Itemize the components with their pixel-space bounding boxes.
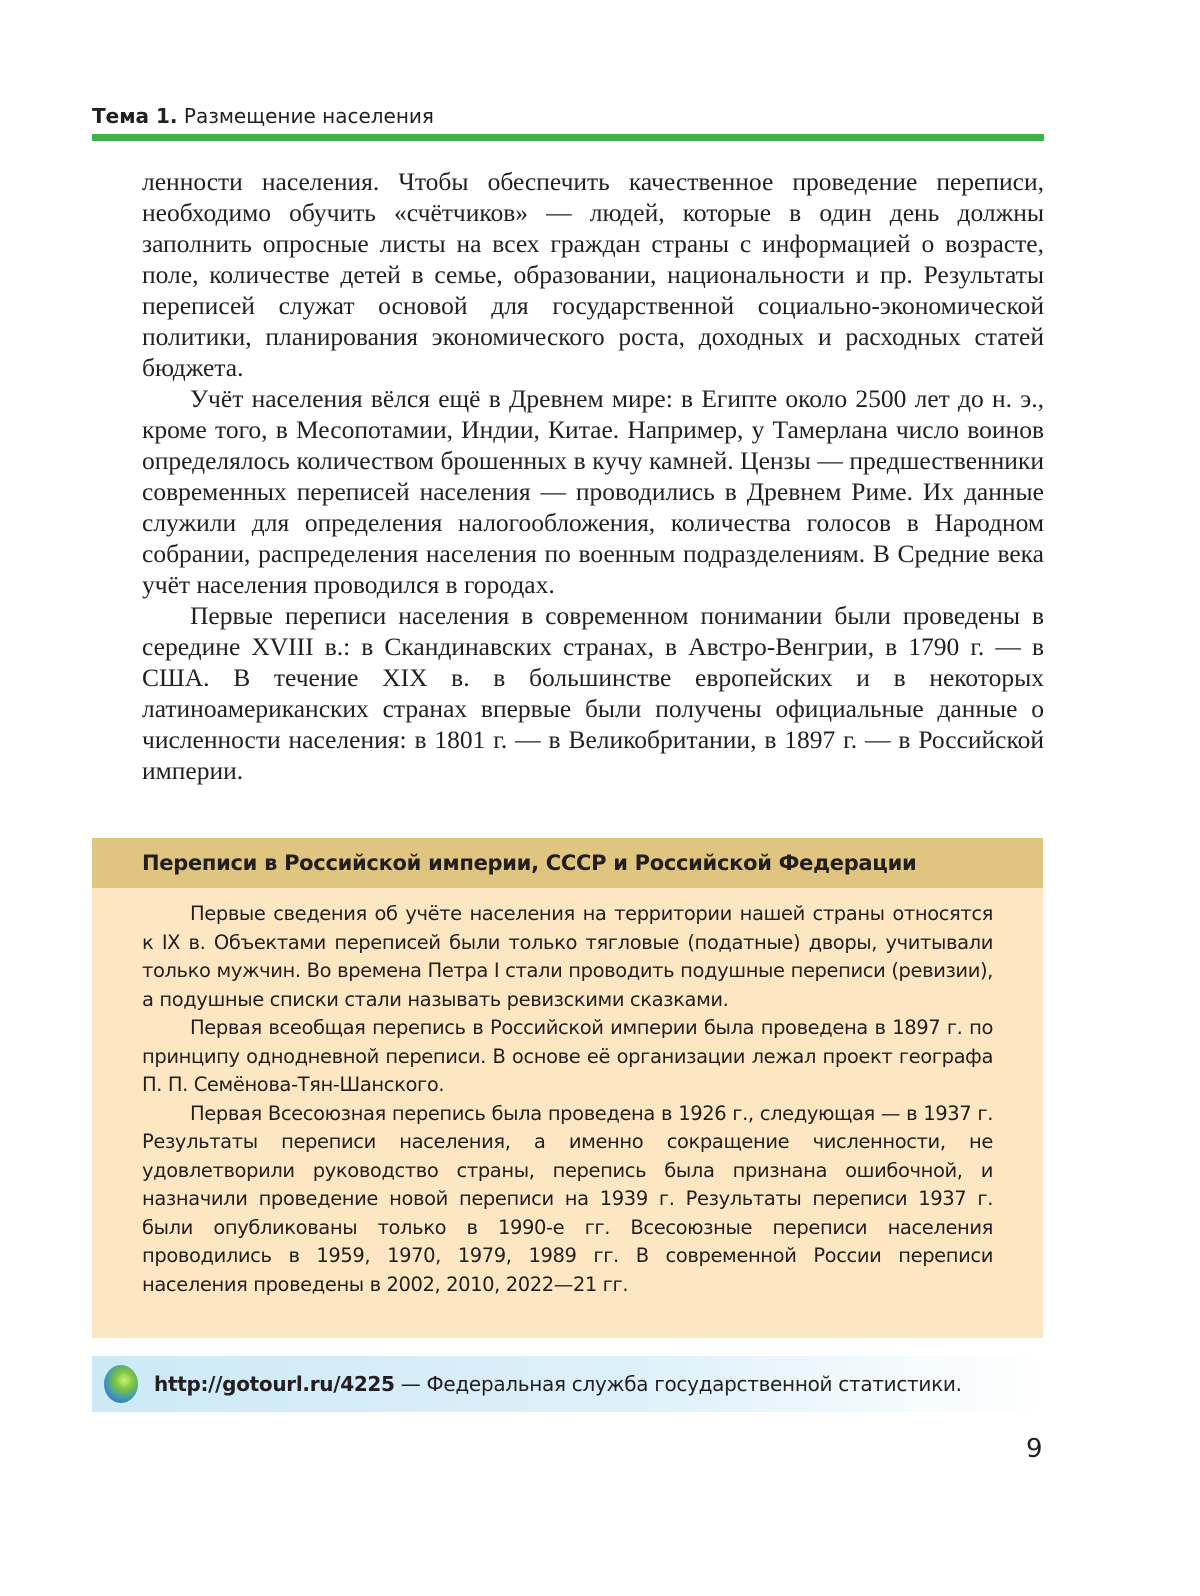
info-paragraph: Первая всеобщая перепись в Российской империи была проведена в 1897 г. по принципу однодневной переписи. В основе её организации лежал проект географа П. П. Семёнова-Тян-Шанского. [142, 1016, 993, 1096]
topic-title: Размещение населения [183, 104, 434, 128]
paragraph: Учёт населения вёлся ещё в Древнем мире: в Египте около 2500 лет до н. э., кроме того, в Месопотамии, Индии, Китае. Например, у Тамерлана число воинов определялось количеством брошенных в кучу камней. Цензы — предшественники современных переписей населения — проводились в Древнем Риме. Их данные служили для определения налогообложения, количества голосов в Народном собрании, распределения населения по военным подразделениям. В Средние века учёт населения проводился в городах. [142, 384, 1044, 599]
info-box-title: Переписи в Российской империи, СССР и Российской Федерации [92, 838, 1043, 888]
info-box-body [92, 888, 1043, 1299]
globe-icon [104, 1365, 138, 1403]
page-number: 9 [1026, 1434, 1043, 1464]
paragraph: Первые переписи населения в современном понимании были проведены в середине XVIII в.: в Скандинавских странах, в Австро-Венгрии, в 1790 г. — в США. В течение XIX в. в большинстве европейских и в некоторых латиноамериканских странах впервые были получены официальные данные о численности населения: в 1801 г. — в Великобритании, в 1897 г. — в Российской империи. [142, 601, 1044, 785]
running-header [92, 104, 1044, 128]
header-rule [92, 134, 1044, 141]
topic-number: Тема 1. [92, 104, 178, 128]
web-resource-bar [92, 1356, 1044, 1412]
paragraph: ленности населения. Чтобы обеспечить качественное проведение переписи, необходимо обучить «счётчиков» — людей, которые в один день должны заполнить опросные листы на всех граждан страны с информацией о возрасте, поле, количестве детей в семье, образовании, национальности и пр. Результаты переписей служат основой для государственной социально-экономической политики, планирования экономического роста, доходных и расходных статей бюджета. [142, 167, 1044, 382]
resource-description: — Федеральная служба государственной статистики. [394, 1372, 962, 1396]
info-paragraph: Первые сведения об учёте населения на территории нашей страны относятся к IX в. Объектами переписей были только тягловые (податные) дворы, учитывали только мужчин. Во времена Петра I стали проводить подушные переписи (ревизии), а подушные списки стали называть ревизскими сказками. [142, 902, 993, 1011]
info-paragraph: Первая Всесоюзная перепись была проведена в 1926 г., следующая — в 1937 г. Результаты переписи населения, а именно сокращение численности, не удовлетворили руководство страны, перепись была признана ошибочной, и назначили проведение новой переписи на 1939 г. Результаты переписи 1937 г. были опубликованы только в 1990-е гг. Всесоюзные переписи населения проводились в 1959, 1970, 1979, 1989 гг. В современной России переписи населения проведены в 2002, 2010, 2022—21 гг. [142, 1101, 993, 1296]
sidebar-info-box [92, 838, 1043, 1338]
resource-link[interactable]: http://gotourl.ru/4225 [154, 1372, 395, 1396]
main-text [142, 166, 1044, 786]
web-resource-text [154, 1372, 962, 1396]
